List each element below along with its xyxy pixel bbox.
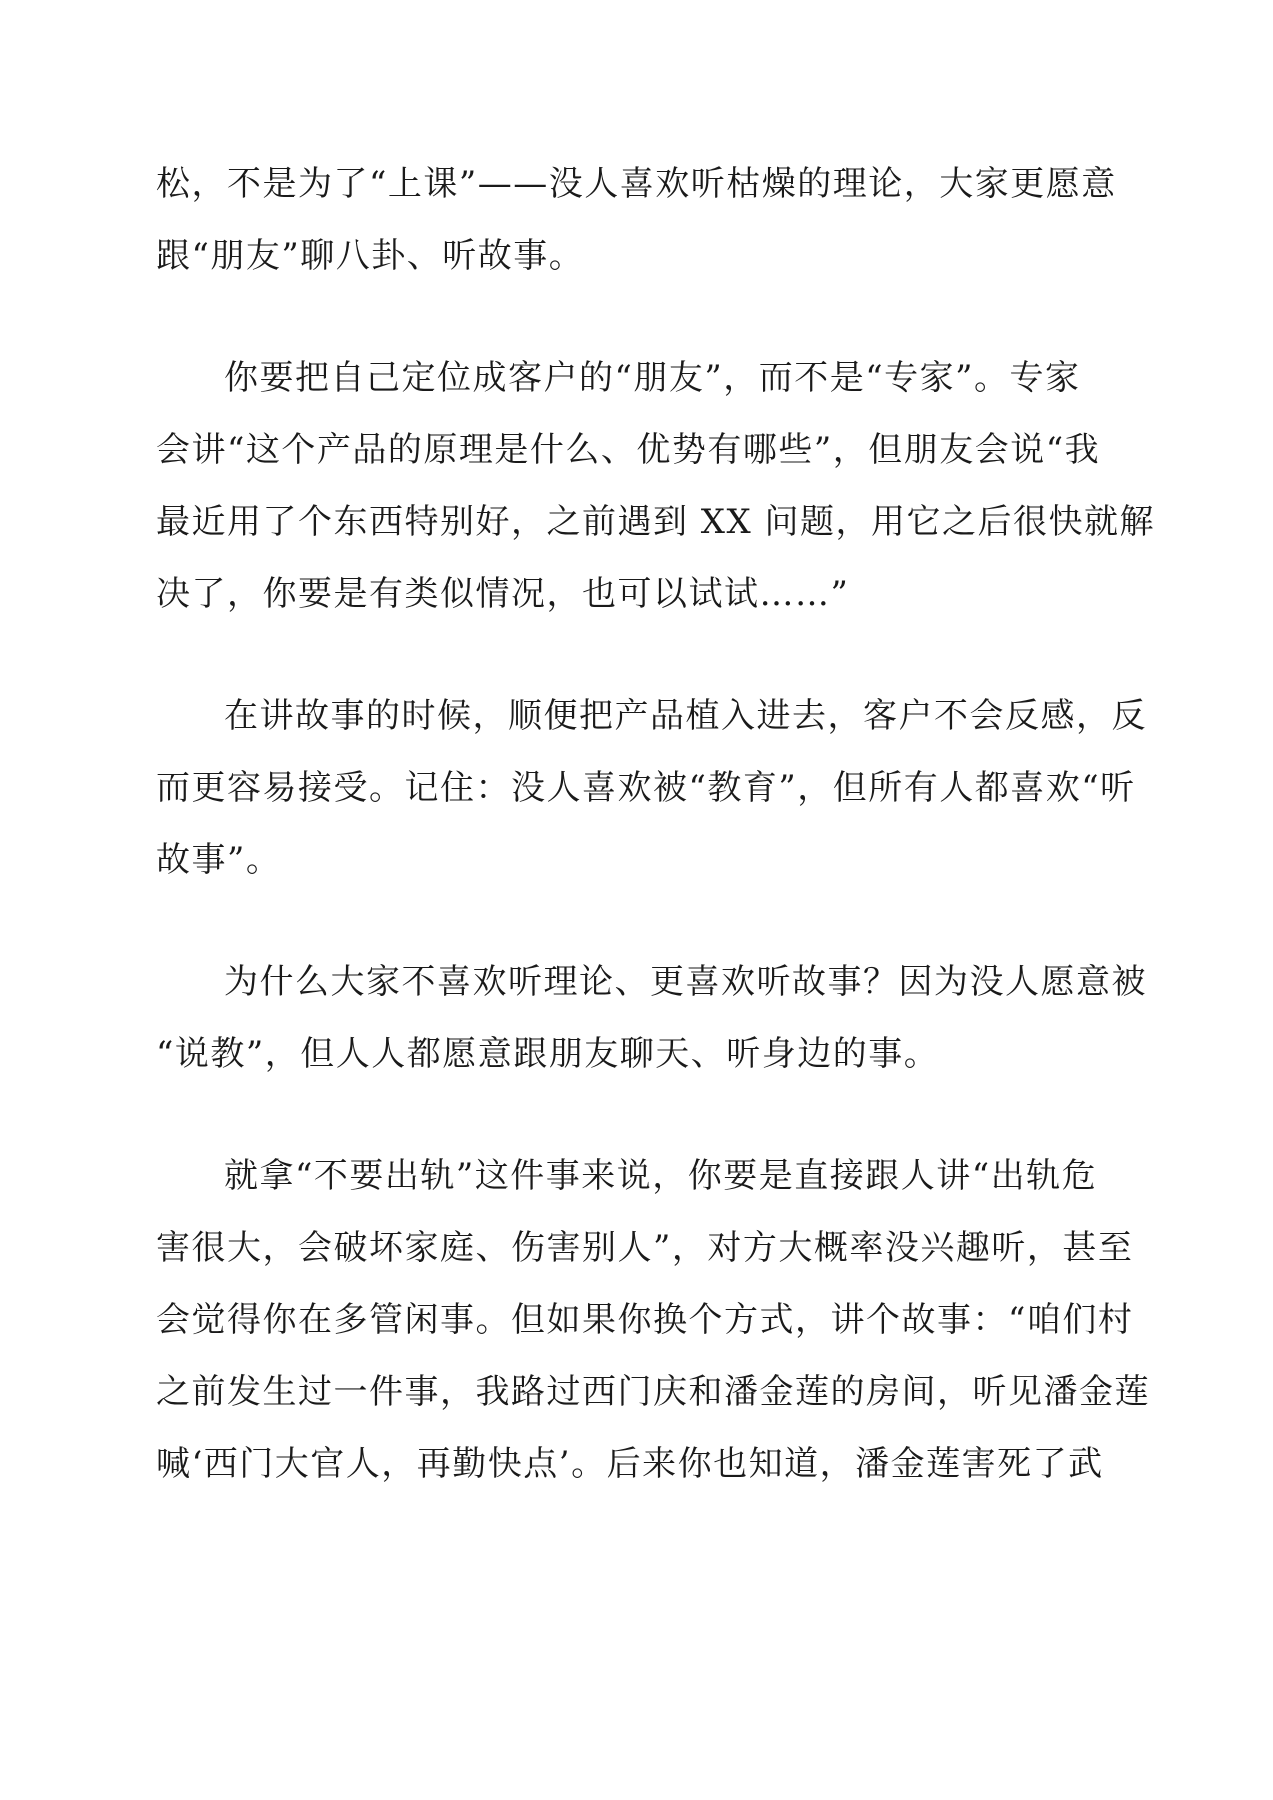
text-line: 会讲“这个产品的原理是什么、优势有哪些”，但朋友会说“我: [156, 430, 1101, 470]
document-body: [156, 148, 1156, 1500]
text-line: 而更容易接受。记住：没人喜欢被“教育”，但所有人都喜欢“听: [156, 768, 1136, 808]
paragraph-1: [156, 148, 1124, 292]
paragraph-2: [156, 342, 1156, 630]
paragraph-5: [156, 1140, 1150, 1500]
text-line: “说教”，但人人都愿意跟朋友聊天、听身边的事。: [156, 1034, 940, 1074]
text-line: 就拿“不要出轨”这件事来说，你要是直接跟人讲“出轨危: [224, 1156, 1098, 1196]
paragraph-spacer: [156, 896, 1124, 946]
paragraph-spacer: [156, 292, 1124, 342]
text-line: 故事”。: [156, 840, 282, 880]
paragraph-spacer: [156, 1090, 1124, 1140]
text-line: 决了，你要是有类似情况，也可以试试……”: [156, 574, 850, 614]
paragraph-3: [156, 680, 1147, 896]
text-line: 跟“朋友”聊八卦、听故事。: [156, 236, 585, 276]
paragraph-spacer: [156, 630, 1124, 680]
text-line: 会觉得你在多管闲事。但如果你换个方式，讲个故事：“咱们村: [156, 1300, 1134, 1340]
text-line: 喊‘西门大官人，再勤快点’。后来你也知道，潘金莲害死了武: [156, 1444, 1104, 1484]
text-line: 为什么大家不喜欢听理论、更喜欢听故事？因为没人愿意被: [224, 962, 1147, 1002]
text-line: 最近用了个东西特别好，之前遇到 XX 问题，用它之后很快就解: [156, 502, 1156, 542]
text-line: 之前发生过一件事，我路过西门庆和潘金莲的房间，听见潘金莲: [156, 1372, 1150, 1412]
text-line: 松，不是为了“上课”——没人喜欢听枯燥的理论，大家更愿意: [156, 164, 1117, 204]
text-line: 害很大，会破坏家庭、伤害别人”，对方大概率没兴趣听，甚至: [156, 1228, 1134, 1268]
text-line: 你要把自己定位成客户的“朋友”，而不是“专家”。专家: [224, 358, 1081, 398]
paragraph-4: [156, 946, 1147, 1090]
text-line: 在讲故事的时候，顺便把产品植入进去，客户不会反感，反: [224, 696, 1147, 736]
